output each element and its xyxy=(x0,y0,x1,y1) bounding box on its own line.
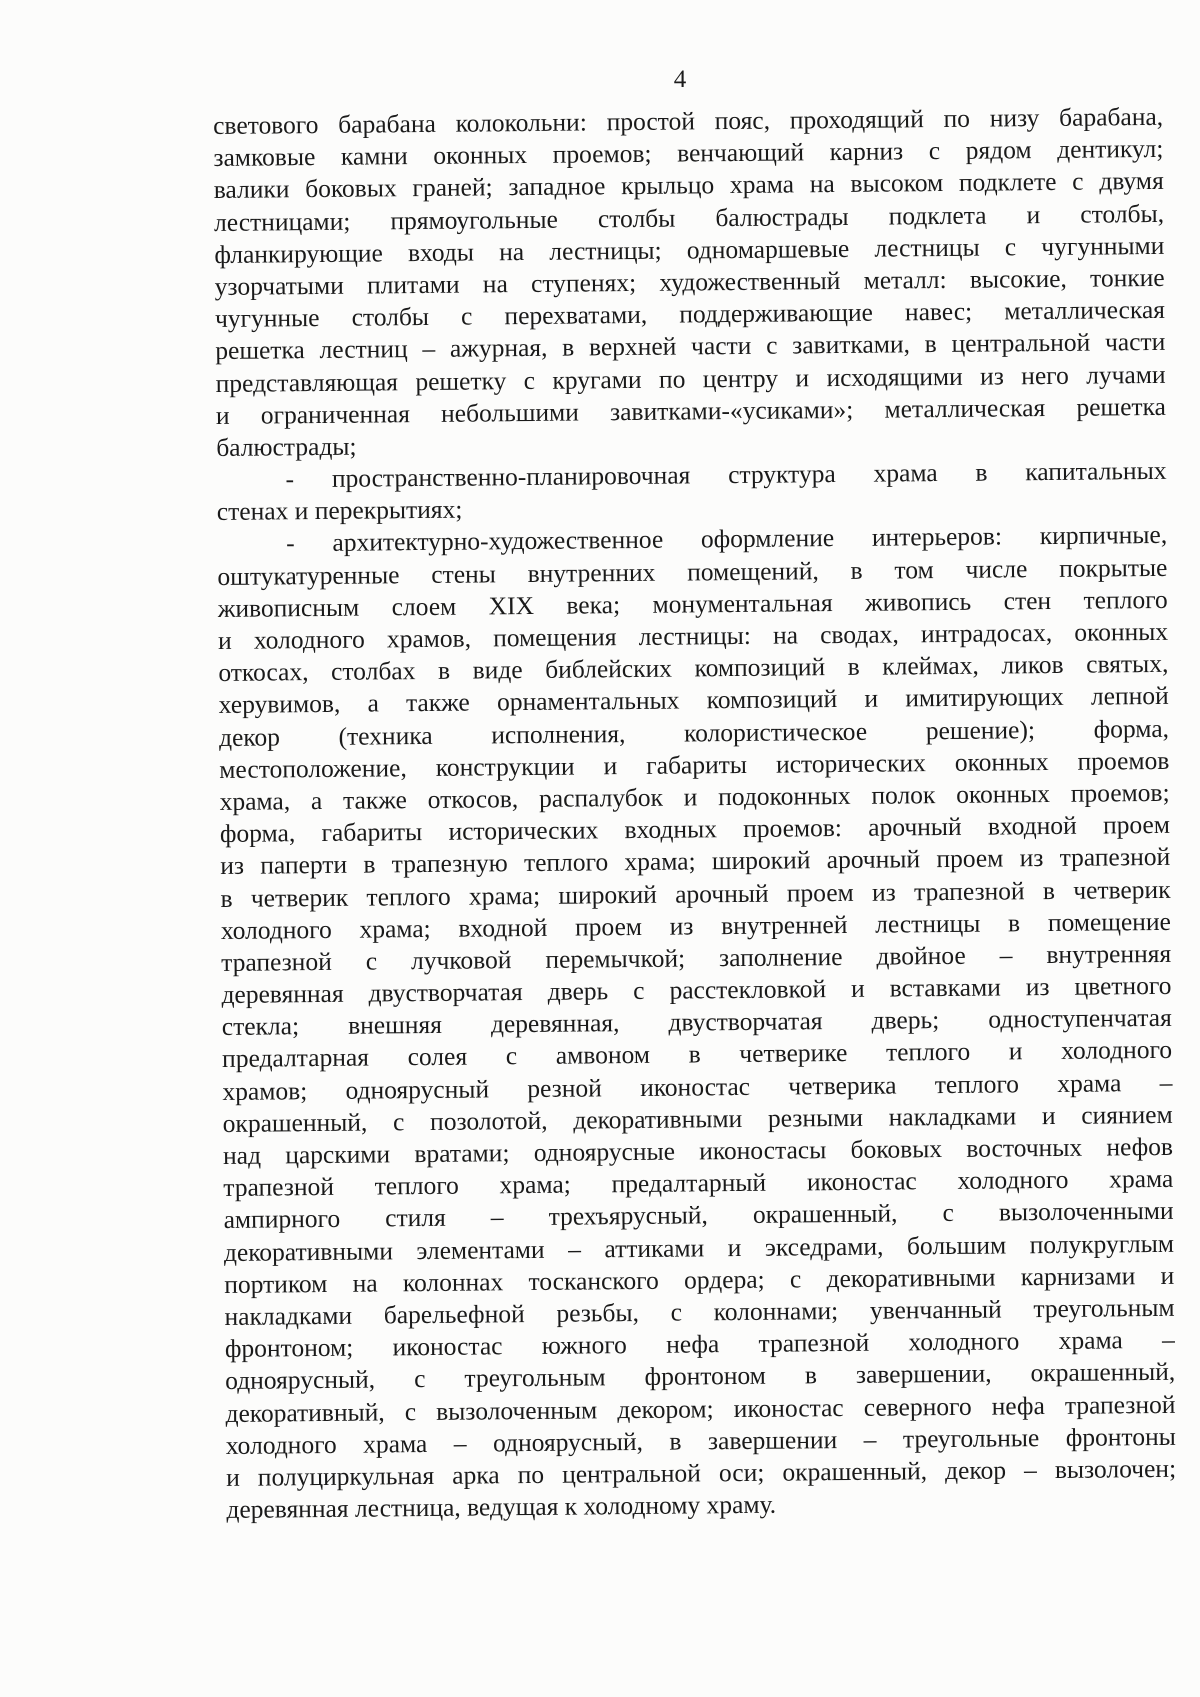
text-line: чугунные столбы с перехватами, поддерживающие навес; металлическая xyxy=(214,294,1166,334)
text-line: узорчатыми плитами на ступенях; художественный металл: высокие, тонкие xyxy=(214,262,1165,301)
text-line: откосах, столбах в виде библейских композиций в клеймах, ликов святых, xyxy=(218,649,1169,688)
text-line: замковые камни оконных проемов; венчающий карниз с рядом дентикул; xyxy=(213,134,1164,173)
text-line: одноярусный, с треугольным фронтоном в завершении, окрашенный, xyxy=(225,1357,1176,1396)
text-line: окрашенный, с позолотой, декоративными резными накладками и сиянием xyxy=(222,1099,1173,1138)
text-line: декор (техника исполнения, колористическое решение); форма, xyxy=(218,713,1170,752)
text-line: валики боковых граней; западное крыльцо храма на высоком подклете с двумя xyxy=(213,166,1164,205)
text-line: - пространственно-планировочная структура храма в капитальных xyxy=(285,455,1167,494)
text-line: фланкирующие входы на лестницы; одномаршевые лестницы с чугунными xyxy=(214,230,1165,269)
text-line: деревянная лестница, ведущая к холодному храму. xyxy=(226,1489,777,1524)
text-line: храмов; одноярусный резной иконостас четверика теплого храма – xyxy=(222,1067,1173,1106)
text-line: живописным слоем XIX века; монументальная живопись стен теплого xyxy=(217,584,1168,623)
text-line: балюстрады; xyxy=(216,431,357,462)
text-line: светового барабана колокольни: простой пояс, проходящий по низу барабана, xyxy=(213,101,1164,140)
text-line: холодного храма – одноярусный, в завершении – треугольные фронтоны xyxy=(225,1421,1176,1460)
page-number: 4 xyxy=(673,66,687,93)
body-text xyxy=(213,101,1177,1526)
text-line: предалтарная солея с амвоном в четверике теплого и холодного xyxy=(221,1035,1173,1074)
text-line: ампирного стиля – трехъярусный, окрашенный, с вызолоченными xyxy=(223,1196,1174,1235)
text-line: храма, а также откосов, распалубок и подоконных полок оконных проемов; xyxy=(219,777,1170,816)
text-line: трапезной с лучковой перемычкой; заполнение двойное – внутренняя xyxy=(221,938,1172,977)
text-line: накладками барельефной резьбы, с колоннами; увенчанный треугольным xyxy=(224,1292,1175,1331)
text-line: декоративными элементами – аттиками и экседрами, большим полукруглым xyxy=(223,1228,1175,1267)
text-line: деревянная двустворчатая дверь с расстекловкой и вставками из цветного xyxy=(221,970,1172,1010)
text-line: решетка лестниц – ажурная, в верхней части с завитками, в центральной части xyxy=(215,327,1166,366)
text-line: декоративный, с вызолоченным декором; иконостас северного нефа трапезной xyxy=(225,1389,1176,1428)
text-line: холодного храма; входной проем из внутренней лестницы в помещение xyxy=(220,906,1171,945)
text-line: - архитектурно-художественное оформление интерьеров: кирпичные, xyxy=(286,520,1168,558)
text-line: в четверик теплого храма; широкий арочный проем из трапезной в четверик xyxy=(220,874,1171,913)
text-line: и ограниченная небольшими завитками-«усиками»; металлическая решетка xyxy=(215,391,1167,430)
text-line: и холодного храмов, помещения лестницы: на сводах, интрадосах, оконных xyxy=(217,616,1169,655)
text-line: херувимов, а также орнаментальных композиций и имитирующих лепной xyxy=(218,681,1169,720)
text-line: трапезной теплого храма; предалтарный иконостас холодного храма xyxy=(223,1164,1174,1203)
text-line: стенах и перекрытиях; xyxy=(216,494,463,527)
text-line: портиком на колоннах тосканского ордера; с декоративными карнизами и xyxy=(224,1260,1175,1299)
text-line: форма, габариты исторических входных проемов: арочный входной проем xyxy=(219,809,1171,849)
text-line: местоположение, конструкции и габариты исторических оконных проемов xyxy=(219,745,1170,784)
text-line: и полуциркульная арка по центральной оси; окрашенный, декор – вызолочен; xyxy=(225,1453,1177,1492)
text-line: из паперти в трапезную теплого храма; широкий арочный проем из трапезной xyxy=(220,842,1171,881)
text-line: фронтоном; иконостас южного нефа трапезной холодного храма – xyxy=(224,1324,1175,1364)
text-line: оштукатуренные стены внутренних помещений, в том числе покрытые xyxy=(217,552,1168,591)
text-line: лестницами; прямоугольные столбы балюстрады подклета и столбы, xyxy=(213,198,1165,237)
text-line: над царскими вратами; одноярусные иконостасы боковых восточных нефов xyxy=(222,1131,1174,1170)
text-line: представляющая решетку с кругами по центру и исходящими из него лучами xyxy=(215,359,1166,398)
text-line: стекла; внешняя деревянная, двустворчатая дверь; одноступенчатая xyxy=(221,1003,1172,1042)
